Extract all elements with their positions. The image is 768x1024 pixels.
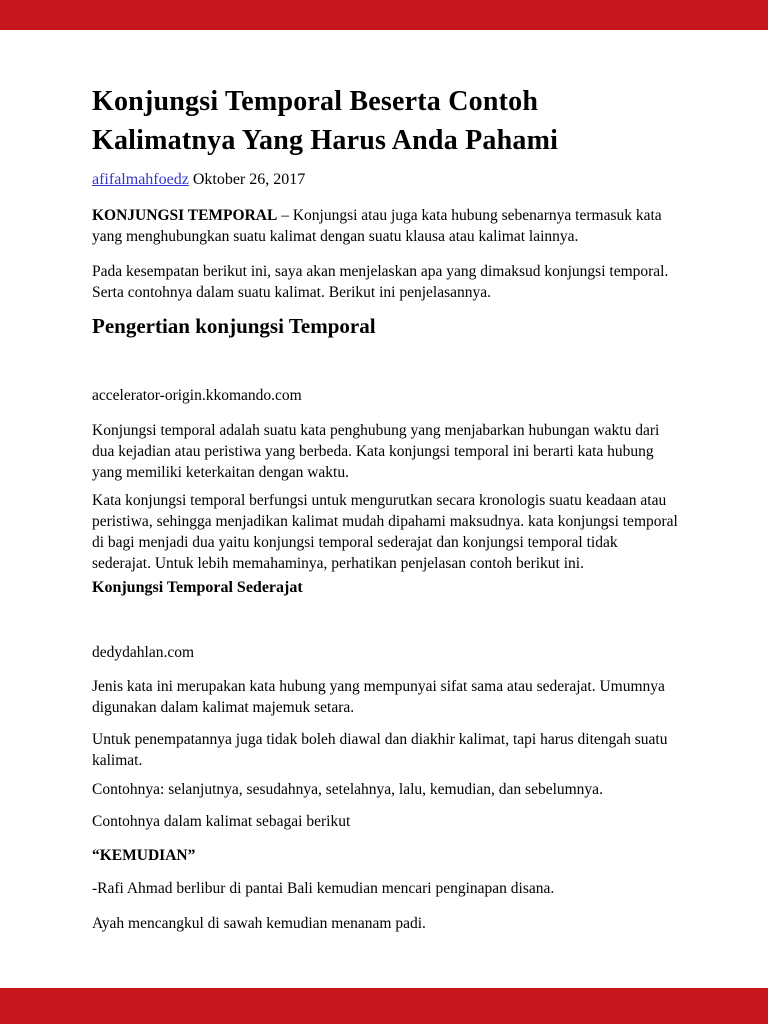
- section-heading-pengertian: Pengertian konjungsi Temporal: [92, 314, 376, 338]
- paragraph: Pada kesempatan berikut ini, saya akan menjelaskan apa yang dimaksud konjungsi temporal. Serta contohnya dalam suatu kalimat. Berikut ini penjelasannya.: [92, 263, 669, 301]
- author-link[interactable]: afifalmahfoedz: [92, 171, 189, 188]
- paragraph-intro-lead: KONJUNGSI TEMPORAL: [92, 207, 278, 224]
- paragraph: Untuk penempatannya juga tidak boleh diawal dan diakhir kalimat, tapi harus ditengah suatu kalimat.: [92, 731, 668, 769]
- example-sentence: -Rafi Ahmad berlibur di pantai Bali kemudian mencari penginapan disana.: [92, 880, 555, 897]
- paragraph: Konjungsi temporal adalah suatu kata penghubung yang menjabarkan hubungan waktu dari dua kejadian atau peristiwa yang berbeda. Kata konjungsi temporal ini berarti kata hubung yang memiliki keterkaitan dengan waktu.: [92, 422, 660, 481]
- paragraph-intro: [92, 205, 678, 247]
- document-page: [92, 0, 678, 934]
- example-heading-kemudian: “KEMUDIAN”: [92, 847, 196, 864]
- paragraph: Contohnya: selanjutnya, sesudahnya, setelahnya, lalu, kemudian, dan sebelumnya.: [92, 781, 603, 798]
- article-title: Konjungsi Temporal Beserta Contoh Kalimatnya Yang Harus Anda Pahami: [92, 86, 559, 156]
- image-source-caption: accelerator-origin.kkomando.com: [92, 387, 302, 404]
- image-source-caption: dedydahlan.com: [92, 644, 195, 661]
- paragraph-intro-rest: – Konjungsi atau juga kata hubung sebenarnya termasuk kata yang menghubungkan suatu kalimat dengan suatu klausa atau kalimat lainnya.: [92, 207, 662, 245]
- example-sentence: Ayah mencangkul di sawah kemudian menanam padi.: [92, 915, 426, 932]
- viewer-bottom-bar: [0, 988, 768, 1024]
- paragraph: Jenis kata ini merupakan kata hubung yang mempunyai sifat sama atau sederajat. Umumnya digunakan dalam kalimat majemuk setara.: [92, 678, 665, 716]
- subsection-heading-sederajat: Konjungsi Temporal Sederajat: [92, 579, 303, 596]
- paragraph: Contohnya dalam kalimat sebagai berikut: [92, 813, 351, 830]
- byline: [92, 170, 678, 190]
- paragraph: Kata konjungsi temporal berfungsi untuk mengurutkan secara kronologis suatu keadaan atau peristiwa, sehingga menjadikan kalimat mudah dipahami maksudnya. kata konjungsi temporal di bagi menjadi dua yaitu konjungsi temporal sederajat dan konjungsi temporal tidak sederajat. Untuk lebih memahaminya, perhatikan penjelasan contoh berikut ini.: [92, 492, 678, 572]
- post-date: Oktober 26, 2017: [192, 171, 306, 188]
